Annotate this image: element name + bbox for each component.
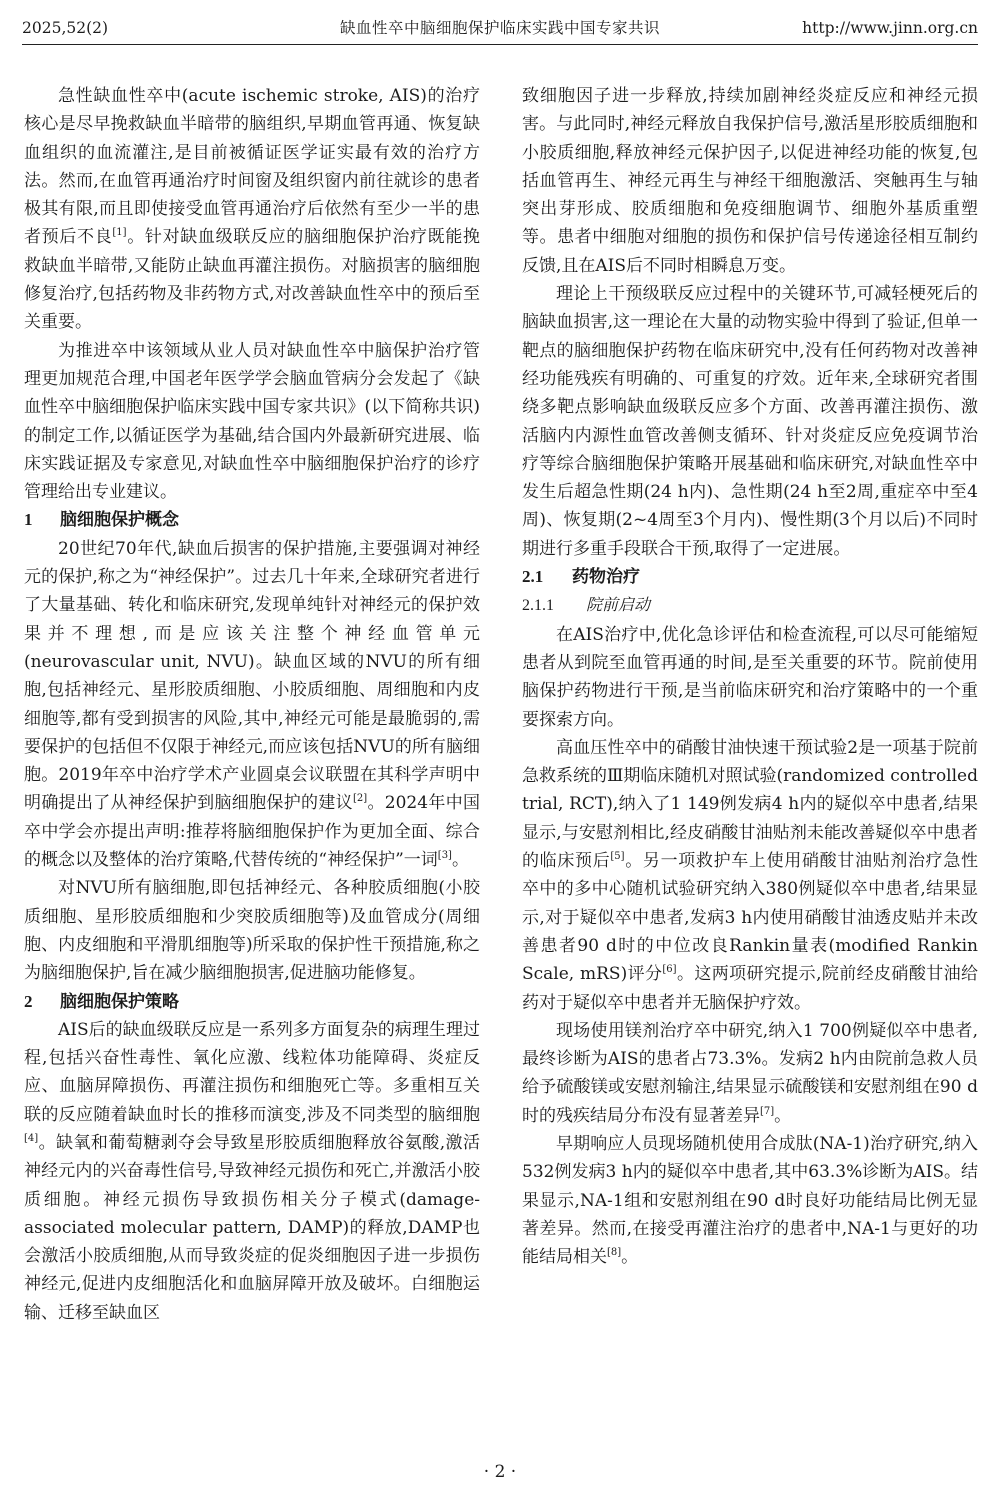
citation-ref[interactable]: [8] (607, 1247, 622, 1259)
citation-ref[interactable]: [7] (760, 1105, 775, 1117)
journal-volume: 2025,52(2) (22, 19, 109, 37)
right-column (522, 82, 978, 1271)
paragraph: 高血压性卒中的硝酸甘油快速干预试验2是一项基于院前急救系统的Ⅲ期临床随机对照试验(randomized controlled trial, RCT),纳入了1 149例发病4 h内的疑似卒中患者,结果显示,与安慰剂相比,经皮硝酸甘油贴剂未能改善疑似卒中患者的临床预后[5]。另一项救护车上使用硝酸甘油贴剂治疗急性卒中的多中心随机试验研究纳入380例疑似卒中患者,结果显示,对于疑似卒中患者,发病3 h内使用硝酸甘油透皮贴并未改善患者90 d时的中位改良Rankin量表(modified Rankin Scale, mRS)评分[6]。这两项研究提示,院前经皮硝酸甘油给药对于疑似卒中患者并无脑保护疗效。 (522, 737, 979, 1013)
paragraph: AIS后的缺血级联反应是一系列多方面复杂的病理生理过程,包括兴奋性毒性、氧化应激、线粒体功能障碍、炎症反应、血脑屏障损伤、再灌注损伤和细胞死亡等。多重相互关联的反应随着缺血时长的推移而演变,涉及不同类型的脑细胞[4]。缺氧和葡萄糖剥夺会导致星形胶质细胞释放谷氨酸,激活神经元内的兴奋毒性信号,导致神经元损伤和死亡,并激活小胶质细胞。神经元损伤导致损伤相关分子模式(damage-associated molecular pattern, DAMP)的释放,DAMP也会激活小胶质细胞,从而导致炎症的促炎细胞因子进一步损伤神经元,促进内皮细胞活化和血脑屏障开放及破坏。白细胞运输、迁移至缺血区 (24, 1019, 480, 1323)
paragraph: 在AIS治疗中,优化急诊评估和检查流程,可以尽可能缩短患者从到院至血管再通的时间,是至关重要的环节。院前使用脑保护药物进行干预,是当前临床研究和治疗策略中的一个重要探索方向。 (522, 624, 978, 730)
paragraph: 对NVU所有脑细胞,即包括神经元、各种胶质细胞(小胶质细胞、星形胶质细胞和少突胶质细胞等)及血管成分(周细胞、内皮细胞和平滑肌细胞等)所采取的保护性干预措施,称之为脑细胞保护,旨在减少脑细胞损害,促进脑功能修复。 (24, 878, 480, 984)
citation-ref[interactable]: [6] (662, 964, 677, 976)
paragraph: 致细胞因子进一步释放,持续加剧神经炎症反应和神经元损害。与此同时,神经元释放自我保护信号,激活星形胶质细胞和小胶质细胞,释放神经元保护因子,以促进神经功能的恢复,包括血管再生、神经元再生与神经干细胞激活、突触再生与轴突出芽形成、胶质细胞和免疫细胞调节、细胞外基质重塑等。患者中细胞对细胞的损伤和保护信号传递途径相互制约反馈,且在AIS后不同时相瞬息万变。 (522, 86, 978, 276)
citation-ref[interactable]: [5] (610, 851, 625, 863)
running-head (22, 14, 978, 45)
page-number: · 2 · (483, 1462, 517, 1482)
paragraph: 早期响应人员现场随机使用合成肽(NA-1)治疗研究,纳入532例发病3 h内的疑似卒中患者,其中63.3%诊断为AIS。结果显示,NA-1组和安慰剂组在90 d时良好功能结局比例无显著差异。然而,在接受再灌注治疗的患者中,NA-1与更好的功能结局相关[8]。 (522, 1133, 978, 1268)
paragraph: 现场使用镁剂治疗卒中研究,纳入1 700例疑似卒中患者,最终诊断为AIS的患者占73.3%。发病2 h内由院前急救人员给予硫酸镁或安慰剂输注,结果显示硫酸镁和安慰剂组在90 d时的残疾结局分布没有显著差异[7]。 (522, 1020, 978, 1126)
citation-ref[interactable]: [4] (24, 1132, 39, 1144)
citation-ref[interactable]: [2] (353, 793, 368, 805)
citation-ref[interactable]: [3] (437, 850, 452, 862)
running-title: 缺血性卒中脑细胞保护临床实践中国专家共识 (339, 19, 660, 37)
section-heading-2: 2 脑细胞保护策略 (24, 991, 179, 1012)
section-heading-1: 1 脑细胞保护概念 (24, 510, 179, 531)
paragraph: 为推进卒中该领域从业人员对缺血性卒中脑保护治疗管理更加规范合理,中国老年医学学会脑血管病分会发起了《缺血性卒中脑细胞保护临床实践中国专家共识》(以下简称共识)的制定工作,以循证医学为基础,结合国内外最新研究进展、临床实践证据及专家意见,对缺血性卒中脑细胞保护治疗的诊疗管理给出专业建议。 (24, 340, 480, 503)
paragraph: 急性缺血性卒中(acute ischemic stroke, AIS)的治疗核心是尽早挽救缺血半暗带的脑组织,早期血管再通、恢复缺血组织的血流灌注,是目前被循证医学证实最有效的治疗方法。然而,在血管再通治疗时间窗及组织窗内前往就诊的患者极其有限,而且即使接受血管再通治疗后依然有至少一半的患者预后不良[1]。针对缺血级联反应的脑细胞保护治疗既能挽救缺血半暗带,又能防止缺血再灌注损伤。对脑损害的脑细胞修复治疗,包括药物及非药物方式,对改善缺血性卒中的预后至关重要。 (24, 86, 481, 333)
left-column (24, 82, 480, 1327)
citation-ref[interactable]: [1] (112, 227, 127, 239)
paragraph: 20世纪70年代,缺血后损害的保护措施,主要强调对神经元的保护,称之为“神经保护”。过去几十年来,全球研究者进行了大量基础、转化和临床研究,发现单纯针对神经元的保护效果并不理想,而是应该关注整个神经血管单元(neurovascular unit, NVU)。缺血区域的NVU的所有细胞,包括神经元、星形胶质细胞、小胶质细胞、周细胞和内皮细胞等,都有受到损害的风险,其中,神经元可能是最脆弱的,需要保护的包括但不仅限于神经元,而应该包括NVU的所有脑细胞。2019年卒中治疗学术产业圆桌会议联盟在其科学声明中明确提出了从神经保护到脑细胞保护的建议[2]。2024年中国卒中学会亦提出声明:推荐将脑细胞保护作为更加全面、综合的概念以及整体的治疗策略,代替传统的“神经保护”一词[3]。 (24, 538, 481, 871)
section-heading-2-1-1: 2.1.1 院前启动 (522, 595, 651, 615)
journal-url[interactable]: http://www.jinn.org.cn (802, 19, 978, 37)
paragraph: 理论上干预级联反应过程中的关键环节,可减轻梗死后的脑缺血损害,这一理论在大量的动物实验中得到了验证,但单一靶点的脑细胞保护药物在临床研究中,没有任何药物对改善神经功能残疾有明确的、可重复的疗效。近年来,全球研究者围绕多靶点影响缺血级联反应多个方面、改善再灌注损伤、激活脑内内源性血管改善侧支循环、针对炎症反应免疫调节治疗等综合脑细胞保护策略开展基础和临床研究,对缺血性卒中发生后超急性期(24 h内)、急性期(24 h至2周,重症卒中至4周)、恢复期(2~4周至3个月内)、慢性期(3个月以后)不同时期进行多重手段联合干预,取得了一定进展。 (522, 284, 978, 559)
section-heading-2-1: 2.1 药物治疗 (522, 567, 640, 588)
